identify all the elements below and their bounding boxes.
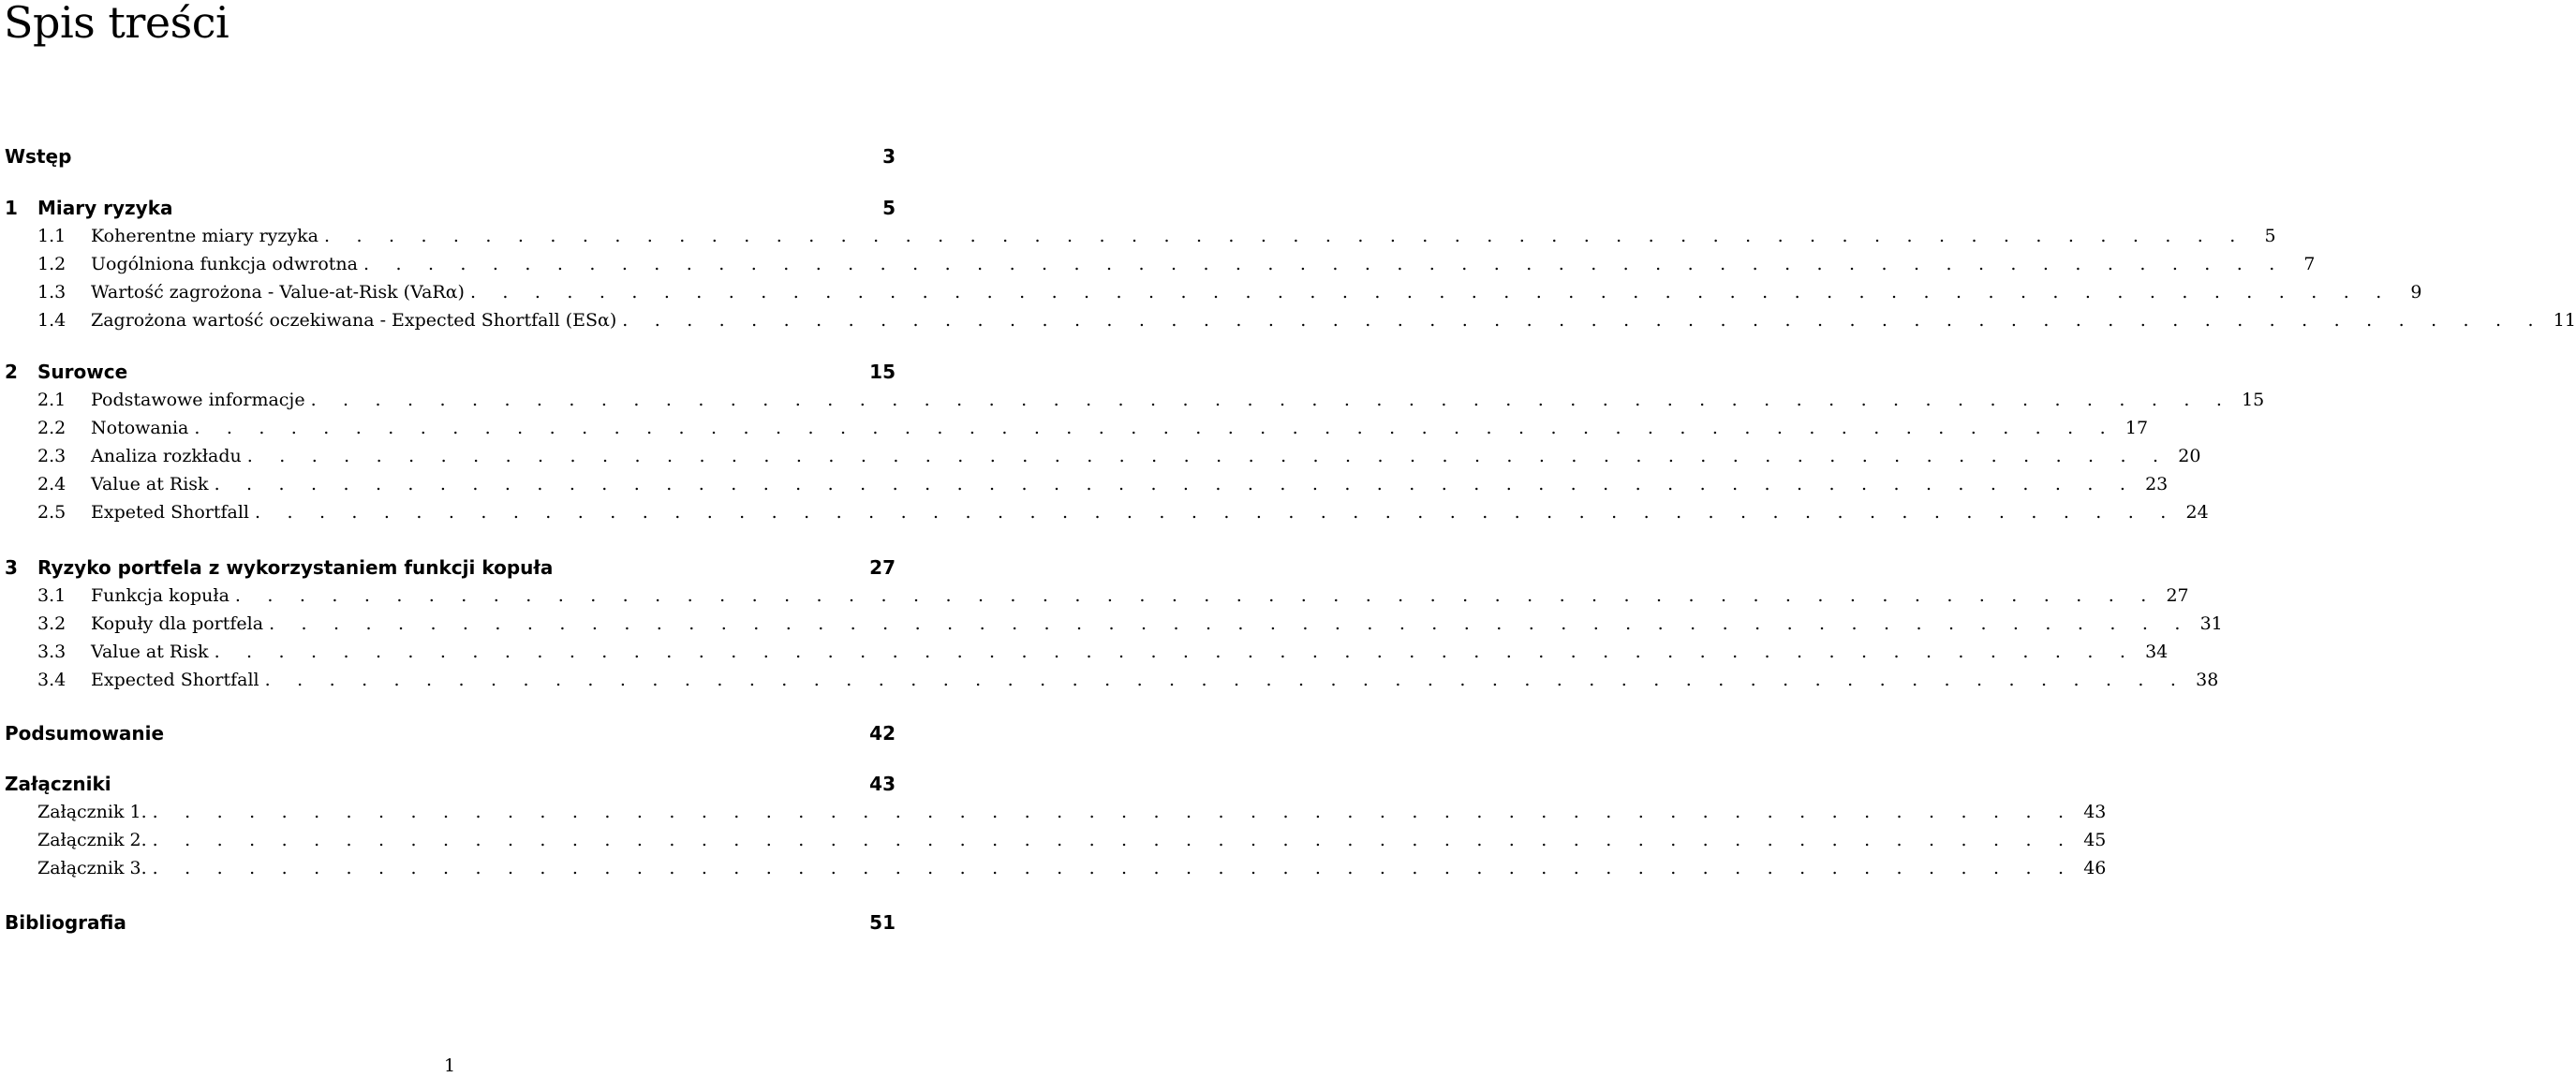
toc-entry-page-number: 5 (882, 197, 896, 219)
toc-chapter-row[interactable] (5, 358, 896, 386)
toc-entry-number: 3 (5, 556, 18, 579)
toc-entry-title: Podsumowanie (5, 722, 165, 745)
toc-entry-title: Załączniki (5, 773, 111, 795)
toc-entry-number: 2.1 (37, 390, 67, 410)
toc-entry-title: Value at Risk (91, 474, 209, 494)
toc-entry-page-number: 42 (869, 722, 896, 745)
toc-chapter-row[interactable] (5, 908, 896, 937)
toc-entry-page-number: 3 (882, 145, 896, 168)
dot-leader: . . . . . . . . . . . . . . . . . . . . . . . . . . . . . . . . . . . . . . . . . . . . . . . . . . . . . . . . . . . . (264, 670, 2187, 690)
toc-section-row[interactable] (37, 222, 2276, 250)
toc-entry-page-number: 31 (2199, 613, 2223, 634)
toc-entry-title: Funkcja kopuła (91, 585, 229, 606)
toc-section-row[interactable] (37, 498, 2209, 526)
toc-entry-title: Analiza rozkładu (91, 446, 242, 466)
toc-entry-page-number: 5 (2264, 226, 2276, 246)
toc-entry-page-number: 27 (869, 556, 896, 579)
toc-section-row[interactable] (37, 610, 2223, 638)
toc-entry-number: 3.3 (37, 642, 67, 662)
toc-entry-title: Koherentne miary ryzyka (91, 226, 319, 246)
toc-entry-title: Ryzyko portfela z wykorzystaniem funkcji kopuła (37, 556, 554, 579)
toc-entry-title: Wstęp (5, 145, 72, 168)
toc-entry-page-number: 17 (2124, 418, 2149, 438)
toc-entry-page-number: 9 (2410, 282, 2422, 302)
toc-section-row[interactable] (37, 278, 2422, 306)
dot-leader: . . . . . . . . . . . . . . . . . . . . . . . . . . . . . . . . . . . . . . . . . . . . . . . . . . . . . . . . . . . . (152, 802, 2075, 822)
dot-leader: . . . . . . . . . . . . . . . . . . . . . . . . . . . . . . . . . . . . . . . . . . . . . . . . . . . . . . . . . . . . (310, 390, 2233, 410)
dot-leader: . . . . . . . . . . . . . . . . . . . . . . . . . . . . . . . . . . . . . . . . . . . . . . . . . . . . . . . . . . . . (255, 502, 2177, 523)
toc-entry-title: Zagrożona wartość oczekiwana - Expected Shortfall (ESα) (91, 310, 617, 331)
toc-entry-page-number: 15 (869, 361, 896, 383)
toc-section-row[interactable] (37, 414, 2149, 442)
toc-entry-title: Notowania (91, 418, 189, 438)
toc-entry-number: 1.3 (37, 282, 67, 302)
dot-leader: . . . . . . . . . . . . . . . . . . . . . . . . . . . . . . . . . . . . . . . . . . . . . . . . . . . . . . . . . . . . (152, 858, 2075, 878)
toc-entry-page-number: 43 (869, 773, 896, 795)
toc-chapter-row[interactable] (5, 142, 896, 170)
dot-leader: . . . . . . . . . . . . . . . . . . . . . . . . . . . . . . . . . . . . . . . . . . . . . . . . . . . . . . . . . . . . (194, 418, 2116, 438)
toc-section-row[interactable] (37, 854, 2107, 882)
dot-leader: . . . . . . . . . . . . . . . . . . . . . . . . . . . . . . . . . . . . . . . . . . . . . . . . . . . . . . . . . . . . (246, 446, 2169, 466)
dot-leader: . . . . . . . . . . . . . . . . . . . . . . . . . . . . . . . . . . . . . . . . . . . . . . . . . . . . . . . . . . . . (214, 474, 2137, 494)
toc-entry-number: 1.2 (37, 254, 67, 274)
toc-entry-page-number: 51 (869, 911, 896, 934)
dot-leader: . . . . . . . . . . . . . . . . . . . . . . . . . . . . . . . . . . . . . . . . . . . . . . . . . . . . . . . . . . . . (269, 613, 2191, 634)
dot-leader: . . . . . . . . . . . . . . . . . . . . . . . . . . . . . . . . . . . . . . . . . . . . . . . . . . . . . . . . . . . . (469, 282, 2392, 302)
toc-entry-title: Wartość zagrożona - Value-at-Risk (VaRα) (91, 282, 465, 302)
toc-entry-page-number: 27 (2166, 585, 2189, 606)
toc-section-row[interactable] (37, 638, 2169, 666)
dot-leader: . . . . . . . . . . . . . . . . . . . . . . . . . . . . . . . . . . . . . . . . . . . . . . . . . . . . . . . . . . . . (363, 254, 2286, 274)
toc-entry-page-number: 11 (2553, 310, 2576, 331)
toc-entry-number: 2.5 (37, 502, 67, 523)
toc-entry-number: 1 (5, 197, 18, 219)
toc-section-row[interactable] (37, 826, 2107, 854)
toc-entry-page-number: 15 (2242, 390, 2265, 410)
toc-entry-title: Expected Shortfall (91, 670, 259, 690)
toc-entry-page-number: 34 (2145, 642, 2169, 662)
toc-entry-page-number: 43 (2083, 802, 2107, 822)
page-title: Spis treści (4, 0, 229, 48)
toc-entry-title: Expeted Shortfall (91, 502, 249, 523)
toc-entry-page-number: 46 (2083, 858, 2107, 878)
toc-chapter-row[interactable] (5, 719, 896, 747)
toc-entry-page-number: 45 (2083, 830, 2107, 850)
toc-entry-number: 2.4 (37, 474, 67, 494)
toc-entry-number: 1.1 (37, 226, 67, 246)
toc-entry-number: 3.1 (37, 585, 67, 606)
toc-entry-page-number: 20 (2178, 446, 2201, 466)
toc-entry-title: Surowce (37, 361, 128, 383)
toc-entry-title: Kopuły dla portfela (91, 613, 264, 634)
toc-chapter-row[interactable] (5, 553, 896, 582)
toc-section-row[interactable] (37, 666, 2219, 694)
toc-entry-title: Uogólniona funkcja odwrotna (91, 254, 358, 274)
toc-entry-number: 3.2 (37, 613, 67, 634)
toc-entry-number: 2 (5, 361, 18, 383)
footer-page-number: 1 (443, 1055, 456, 1076)
toc-section-row[interactable] (37, 470, 2169, 498)
toc-chapter-row[interactable] (5, 770, 896, 798)
toc-section-row[interactable] (37, 442, 2201, 470)
toc-entry-page-number: 7 (2303, 254, 2316, 274)
dot-leader: . . . . . . . . . . . . . . . . . . . . . . . . . . . . . . . . . . . . . . . . . . . . . . . . . . . . . . . . . . . . (324, 226, 2246, 246)
dot-leader: . . . . . . . . . . . . . . . . . . . . . . . . . . . . . . . . . . . . . . . . . . . . . . . . . . . . . . . . . . . . (152, 830, 2075, 850)
toc-chapter-row[interactable] (5, 194, 896, 222)
toc-entry-title: Podstawowe informacje (91, 390, 305, 410)
dot-leader: . . . . . . . . . . . . . . . . . . . . . . . . . . . . . . . . . . . . . . . . . . . . . . . . . . . . . . . . . . . . (234, 585, 2157, 606)
toc-entry-page-number: 24 (2185, 502, 2209, 523)
dot-leader: . . . . . . . . . . . . . . . . . . . . . . . . . . . . . . . . . . . . . . . . . . . . . . . . . . . . . . . . . . . . (214, 642, 2137, 662)
toc-entry-page-number: 38 (2196, 670, 2219, 690)
toc-entry-number: 1.4 (37, 310, 67, 331)
toc-entry-title: Załącznik 1. (37, 802, 147, 822)
toc-section-row[interactable] (37, 798, 2107, 826)
toc-entry-number: 3.4 (37, 670, 67, 690)
dot-leader: . . . . . . . . . . . . . . . . . . . . . . . . . . . . . . . . . . . . . . . . . . . . . . . . . . . . . . . . . . . . (622, 310, 2544, 331)
toc-entry-title: Bibliografia (5, 911, 126, 934)
toc-section-row[interactable] (37, 582, 2189, 610)
toc-section-row[interactable] (37, 250, 2316, 278)
toc-entry-title: Załącznik 3. (37, 858, 147, 878)
toc-entry-title: Miary ryzyka (37, 197, 173, 219)
toc-entry-title: Załącznik 2. (37, 830, 147, 850)
toc-entry-title: Value at Risk (91, 642, 209, 662)
toc-entry-number: 2.3 (37, 446, 67, 466)
toc-section-row[interactable] (37, 306, 2576, 334)
toc-entry-number: 2.2 (37, 418, 67, 438)
toc-entry-page-number: 23 (2145, 474, 2169, 494)
toc-section-row[interactable] (37, 386, 2265, 414)
